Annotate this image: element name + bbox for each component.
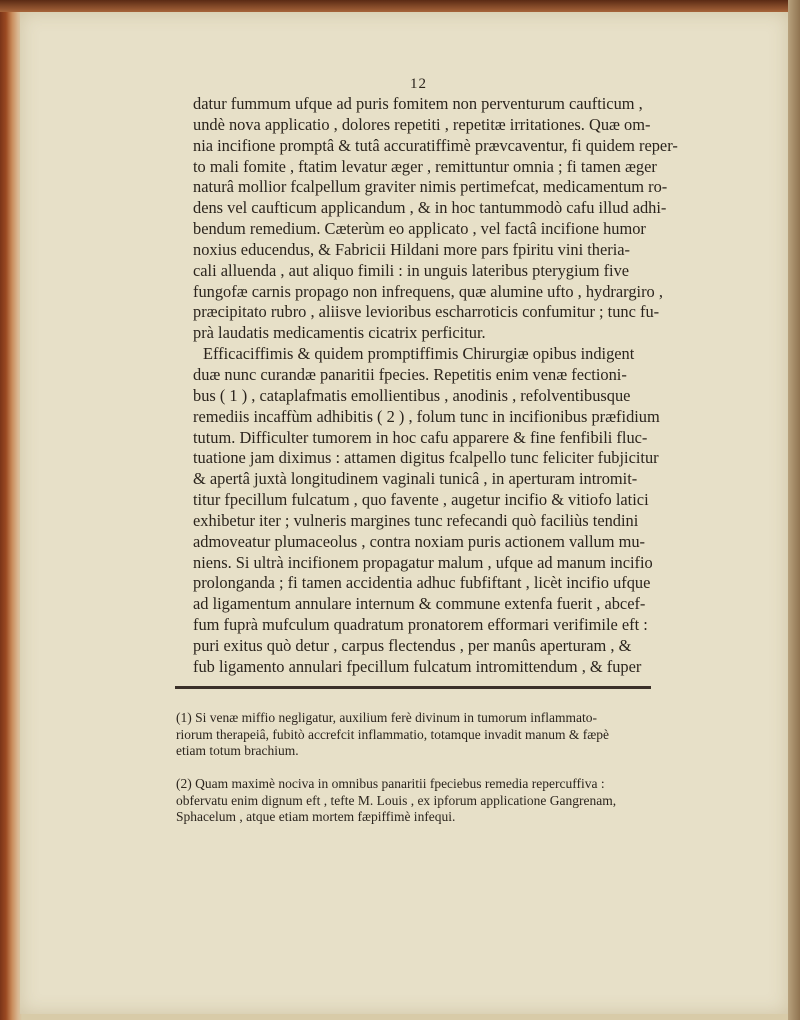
scan-top-edge bbox=[0, 0, 800, 12]
text-line: fub ligamento annulari fpecillum fulcatum intromittendum , & fuper bbox=[193, 656, 642, 676]
text-line: prolonganda ; fi tamen accidentia adhuc fubfiftant , licèt incifio ufque bbox=[193, 573, 651, 593]
footnote-line: riorum therapeiâ, fubitò accrefcit inflammatio, totamque invadit manum & fæpè bbox=[176, 726, 609, 742]
footnote-line: (2) Quam maximè nociva in omnibus panaritii fpeciebus remedia repercuffiva : bbox=[176, 776, 605, 791]
text-line: fungofæ carnis propago non infrequens, quæ alumine ufto , hydrargiro , bbox=[193, 281, 663, 301]
text-line: datur fummum ufque ad puris fomitem non perventurum caufticum , bbox=[193, 94, 643, 113]
text-line: prà laudatis medicamentis cicatrix perficitur. bbox=[193, 323, 486, 343]
text-line: ad ligamentum annulare internum & commune extenfa fuerit , abcef- bbox=[193, 594, 646, 614]
footnote-divider bbox=[175, 686, 651, 689]
text-line: præcipitato rubro , aliisve levioribus escharroticis confumitur ; tunc fu- bbox=[193, 302, 660, 322]
footnote-1 bbox=[176, 710, 656, 760]
text-line: duæ nunc curandæ panaritii fpecies. Repetitis enim venæ fectioni- bbox=[193, 364, 627, 384]
text-line: tutum. Difficulter tumorem in hoc cafu apparere & fine fenfibili fluc- bbox=[193, 427, 648, 447]
text-line: to mali fomite , ftatim levatur æger , remittuntur omnia ; fi tamen æger bbox=[193, 156, 657, 176]
footnote-line: obfervatu enim dignum eft , tefte M. Louis , ex ipforum applicatione Gangrenam, bbox=[176, 792, 617, 808]
page-number: 12 bbox=[410, 76, 427, 92]
text-line: nia incifione promptâ & tutâ accuratiffimè prævcaventur, fi quidem reper- bbox=[193, 135, 678, 155]
scan-right-edge bbox=[788, 0, 800, 1020]
text-line: naturâ mollior fcalpellum graviter nimis pertimefcat, medicamentum ro- bbox=[193, 177, 668, 197]
text-line: tuatione jam diximus : attamen digitus fcalpello tunc feliciter fubjicitur bbox=[193, 448, 659, 468]
text-line: undè nova applicatio , dolores repetiti , repetitæ irritationes. Quæ om- bbox=[193, 114, 651, 134]
footnote-line: etiam totum brachium. bbox=[176, 743, 299, 758]
footnote-line: Sphacelum , atque etiam mortem fæpiffimè infequi. bbox=[176, 809, 456, 824]
text-line: exhibetur iter ; vulneris margines tunc refecandi quò faciliùs tendini bbox=[193, 510, 639, 530]
text-line: puri exitus quò detur , carpus flectendus , per manûs aperturam , & bbox=[193, 635, 632, 655]
text-line: titur fpecillum fulcatum , quo favente , augetur incifio & vitiofo latici bbox=[193, 490, 649, 510]
text-line: fum fuprà mufculum quadratum pronatorem efformari verifimile eft : bbox=[193, 615, 648, 635]
main-text bbox=[193, 94, 678, 678]
text-line: & apertâ juxtà longitudinem vaginali tunicâ , in aperturam intromit- bbox=[193, 469, 638, 489]
footnote-line: (1) Si venæ miffio negligatur, auxilium ferè divinum in tumorum inflammato- bbox=[176, 710, 598, 725]
text-line: cali alluenda , aut aliquo fimili : in unguis lateribus pterygium five bbox=[193, 260, 630, 280]
text-line: niens. Si ultrà incifionem propagatur malum , ufque ad manum incifio bbox=[193, 552, 653, 572]
text-line: bus ( 1 ) , cataplafmatis emollientibus , anodinis , refolventibusque bbox=[193, 385, 631, 405]
text-line: Efficaciffimis & quidem promptiffimis Chirurgiæ opibus indigent bbox=[203, 344, 635, 364]
footnote-2 bbox=[176, 776, 656, 826]
text-line: dens vel caufticum applicandum , & in hoc tantummodò cafu illud adhi- bbox=[193, 198, 667, 218]
text-line: bendum remedium. Cæterùm eo applicato , vel factâ incifione humor bbox=[193, 219, 646, 239]
text-line: admoveatur plumaceolus , contra noxiam puris actionem vallum mu- bbox=[193, 531, 645, 551]
text-line: noxius educendus, & Fabricii Hildani more pars fpiritu vini theria- bbox=[193, 239, 630, 259]
text-line: remediis incaffùm adhibitis ( 2 ) , folum tunc in incifionibus præfidium bbox=[193, 406, 660, 426]
